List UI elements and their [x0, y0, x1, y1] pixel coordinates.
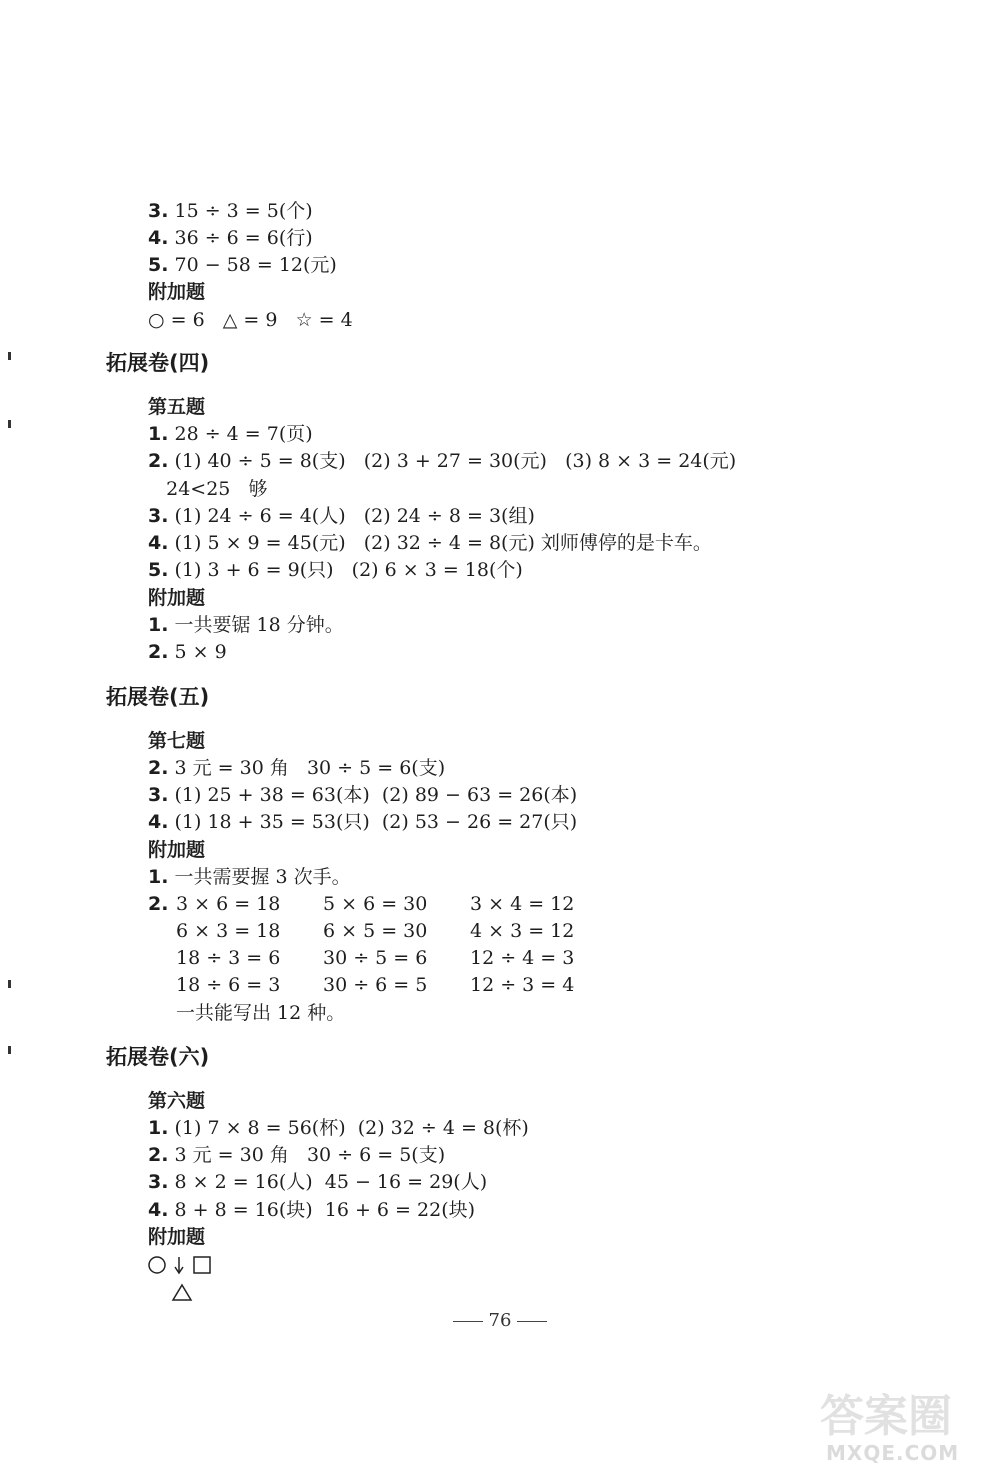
- equation-cell: 30 ÷ 6 = 5: [323, 974, 428, 996]
- question-title: 第七题: [148, 730, 206, 752]
- margin-mark: [8, 352, 11, 360]
- extra-question-title: 附加题: [148, 1226, 206, 1248]
- item-number: 1.: [148, 614, 169, 636]
- dash-icon: [517, 1321, 547, 1322]
- extra-question-title: 附加题: [148, 587, 206, 609]
- equation-cell: 6 × 3 = 18: [176, 920, 281, 942]
- equation-cell: 12 ÷ 3 = 4: [470, 974, 575, 996]
- item-number: 2.: [148, 641, 169, 663]
- item-number: 3.: [148, 200, 169, 222]
- margin-mark: [8, 980, 11, 988]
- answer-line: [148, 612, 344, 638]
- item-number: 3.: [148, 784, 169, 806]
- answer-text: 5 × 9: [168, 641, 227, 663]
- answer-line: [148, 891, 168, 917]
- answer-line: [148, 782, 577, 808]
- section-title: 拓展卷(五): [106, 685, 210, 709]
- answer-text: (1) 3 + 6 = 9(只) (2) 6 × 3 = 18(个): [168, 559, 523, 581]
- shape-diagram: [148, 1252, 228, 1312]
- summary-text: 一共能写出 12 种。: [176, 1002, 346, 1024]
- arrow-down-icon: [175, 1257, 183, 1273]
- section-title: 拓展卷(六): [106, 1045, 210, 1069]
- extra-answer: ○ = 6 △ = 9 ☆ = 4: [148, 309, 353, 331]
- item-number: 2.: [148, 1144, 169, 1166]
- answer-line: [148, 252, 337, 278]
- extra-question-title: 附加题: [148, 839, 206, 861]
- answer-text: (1) 7 × 8 = 56(杯) (2) 32 ÷ 4 = 8(杯): [168, 1117, 529, 1139]
- equation-cell: 6 × 5 = 30: [323, 920, 428, 942]
- equation-cell: 18 ÷ 6 = 3: [176, 974, 281, 996]
- answer-text: 3 元 = 30 角 30 ÷ 6 = 5(支): [168, 1144, 446, 1166]
- answer-text: 一共要锯 18 分钟。: [168, 614, 344, 636]
- item-number: 5.: [148, 254, 169, 276]
- triangle-shape: [173, 1285, 191, 1300]
- answer-line: [148, 225, 313, 251]
- watermark-site: MXQE.COM: [826, 1441, 960, 1465]
- answer-line: [148, 421, 313, 447]
- item-number: 3.: [148, 505, 169, 527]
- item-number: 2.: [148, 757, 169, 779]
- margin-mark: [8, 420, 11, 428]
- item-number: 1.: [148, 866, 169, 888]
- answer-line: [148, 809, 577, 835]
- answer-text: (1) 18 + 35 = 53(只) (2) 53 − 26 = 27(只): [168, 811, 578, 833]
- answer-text: 8 + 8 = 16(块) 16 + 6 = 22(块): [168, 1199, 476, 1221]
- answer-text: (1) 24 ÷ 6 = 4(人) (2) 24 ÷ 8 = 3(组): [168, 505, 535, 527]
- answer-line: [148, 864, 351, 890]
- equation-cell: 3 × 4 = 12: [470, 893, 575, 915]
- answer-line: [148, 639, 227, 665]
- item-number: 1.: [148, 1117, 169, 1139]
- item-number: 4.: [148, 227, 169, 249]
- answer-line: [148, 1197, 475, 1223]
- watermark-logo: [820, 1380, 995, 1465]
- watermark-text: 答案圈: [820, 1391, 952, 1442]
- margin-mark: [8, 1046, 11, 1054]
- item-number: 4.: [148, 811, 169, 833]
- equation-cell: 5 × 6 = 30: [323, 893, 428, 915]
- section-title: 拓展卷(四): [106, 351, 210, 375]
- question-title: 第五题: [148, 396, 206, 418]
- circle-shape: [149, 1257, 165, 1273]
- answer-text: (1) 25 + 38 = 63(本) (2) 89 − 63 = 26(本): [168, 784, 578, 806]
- equation-cell: 4 × 3 = 12: [470, 920, 575, 942]
- item-number: 1.: [148, 423, 169, 445]
- answer-text: 15 ÷ 3 = 5(个): [168, 200, 313, 222]
- answer-text: 28 ÷ 4 = 7(页): [168, 423, 313, 445]
- answer-line: [148, 448, 736, 474]
- page-number: [0, 1310, 1000, 1331]
- dash-icon: [453, 1321, 483, 1322]
- answer-text: (1) 5 × 9 = 45(元) (2) 32 ÷ 4 = 8(元) 刘师傅停的是卡车。: [168, 532, 712, 554]
- answer-line: [148, 1115, 529, 1141]
- answer-text: 8 × 2 = 16(人) 45 − 16 = 29(人): [168, 1171, 488, 1193]
- answer-line: [148, 557, 523, 583]
- answer-line: [148, 198, 313, 224]
- answer-line: 24<25 够: [148, 478, 268, 500]
- square-shape: [194, 1257, 210, 1273]
- answer-line: [148, 1169, 487, 1195]
- page-number-value: 76: [488, 1310, 512, 1331]
- answer-text: 70 − 58 = 12(元): [168, 254, 337, 276]
- item-number: 4.: [148, 532, 169, 554]
- answer-line: [148, 503, 535, 529]
- equation-cell: 18 ÷ 3 = 6: [176, 947, 281, 969]
- answer-line: [148, 1142, 445, 1168]
- answer-line: [148, 755, 445, 781]
- answer-text: 一共需要握 3 次手。: [168, 866, 351, 888]
- answer-line: [148, 530, 712, 556]
- equation-cell: 3 × 6 = 18: [176, 893, 281, 915]
- equation-cell: 30 ÷ 5 = 6: [323, 947, 428, 969]
- item-number: 5.: [148, 559, 169, 581]
- item-number: 4.: [148, 1199, 169, 1221]
- extra-question-title: 附加题: [148, 281, 206, 303]
- item-number: 3.: [148, 1171, 169, 1193]
- answer-text: 36 ÷ 6 = 6(行): [168, 227, 313, 249]
- item-number: 2.: [148, 893, 169, 915]
- item-number: 2.: [148, 450, 169, 472]
- answer-text: (1) 40 ÷ 5 = 8(支) (2) 3 + 27 = 30(元) (3) 8 × 3 = 24(元): [168, 450, 737, 472]
- question-title: 第六题: [148, 1090, 206, 1112]
- equation-cell: 12 ÷ 4 = 3: [470, 947, 575, 969]
- answer-text: 3 元 = 30 角 30 ÷ 5 = 6(支): [168, 757, 446, 779]
